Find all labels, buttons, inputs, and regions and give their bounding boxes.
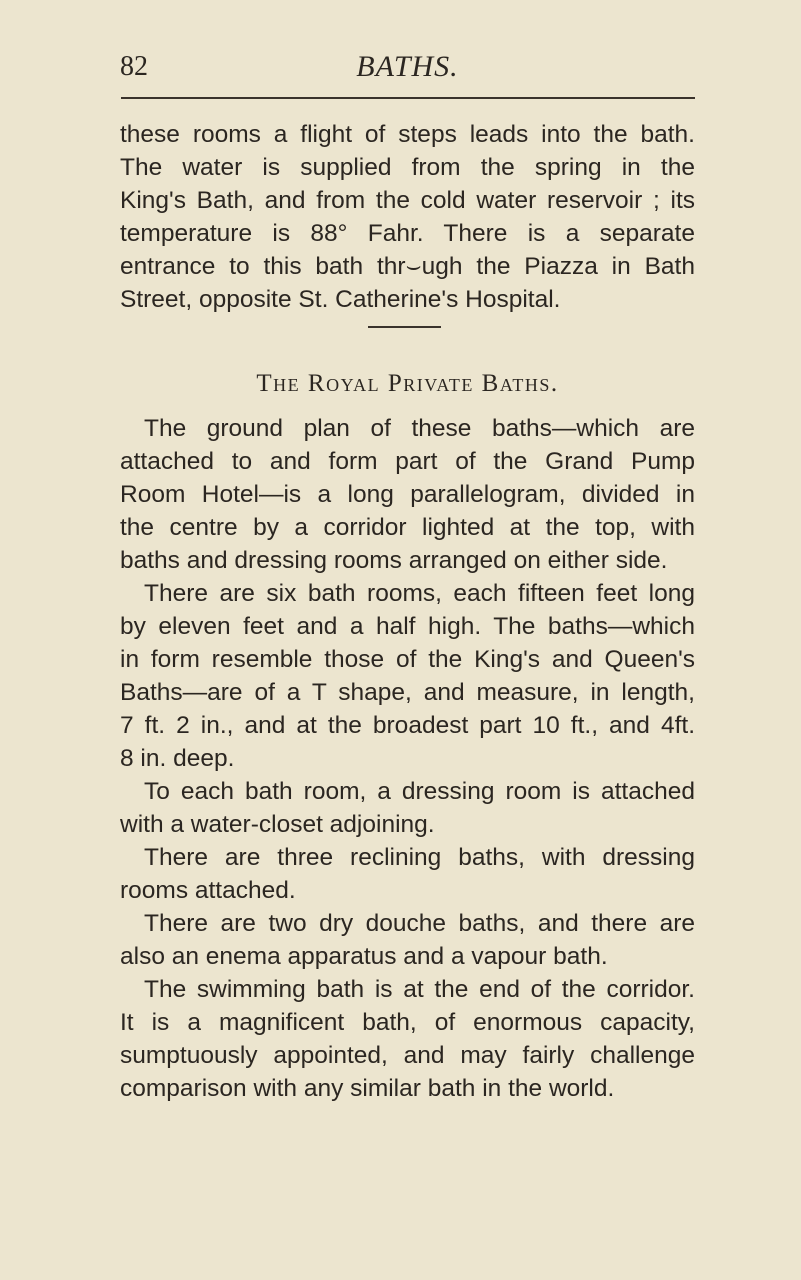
text-line: also an enema apparatus and a vapour bath. <box>120 943 608 970</box>
text-line: Room Hotel—is a long parallelogram, divided in <box>120 481 695 508</box>
page-number: 82 <box>120 51 148 82</box>
running-head: BATHS. <box>356 50 459 83</box>
text-line: To each bath room, a dressing room is attached <box>144 778 695 805</box>
header-rule <box>121 97 695 99</box>
text-line: these rooms a flight of steps leads into the bath. <box>120 121 695 148</box>
text-line: There are three reclining baths, with dressing <box>144 844 695 871</box>
text-line: The swimming bath is at the end of the corridor. <box>144 976 695 1003</box>
text-line: rooms attached. <box>120 877 296 904</box>
text-line: by eleven feet and a half high. The baths—which <box>120 613 695 640</box>
text-line: The water is supplied from the spring in the <box>120 154 695 181</box>
text-line: 7 ft. 2 in., and at the broadest part 10 ft., and 4ft. <box>120 712 695 739</box>
text-line: attached to and form part of the Grand Pump <box>120 448 695 475</box>
text-line: temperature is 88° Fahr. There is a separate <box>120 220 695 247</box>
text-line: Baths—are of a T shape, and measure, in length, <box>120 679 695 706</box>
text-line: There are two dry douche baths, and there are <box>144 910 695 937</box>
text-line: comparison with any similar bath in the world. <box>120 1075 615 1102</box>
section-divider <box>368 326 441 328</box>
text-line: The ground plan of these baths—which are <box>144 415 695 442</box>
section-body <box>120 412 695 1105</box>
text-line: There are six bath rooms, each fifteen feet long <box>144 580 695 607</box>
text-line: entrance to this bath thr⌣ugh the Piazza in Bath <box>120 253 695 280</box>
text-line: baths and dressing rooms arranged on either side. <box>120 547 668 574</box>
text-line: It is a magnificent bath, of enormous capacity, <box>120 1009 695 1036</box>
top-paragraph <box>120 118 695 316</box>
text-line: sumptuously appointed, and may fairly challenge <box>120 1042 695 1069</box>
section-heading: The Royal Private Baths. <box>256 370 559 397</box>
text-line: with a water-closet adjoining. <box>120 811 435 838</box>
text-line: 8 in. deep. <box>120 745 235 772</box>
text-line: the centre by a corridor lighted at the top, with <box>120 514 695 541</box>
text-line: Street, opposite St. Catherine's Hospital. <box>120 286 561 313</box>
text-line: in form resemble those of the King's and Queen's <box>120 646 695 673</box>
page-header <box>120 50 695 90</box>
text-line: King's Bath, and from the cold water reservoir ; its <box>120 187 695 214</box>
